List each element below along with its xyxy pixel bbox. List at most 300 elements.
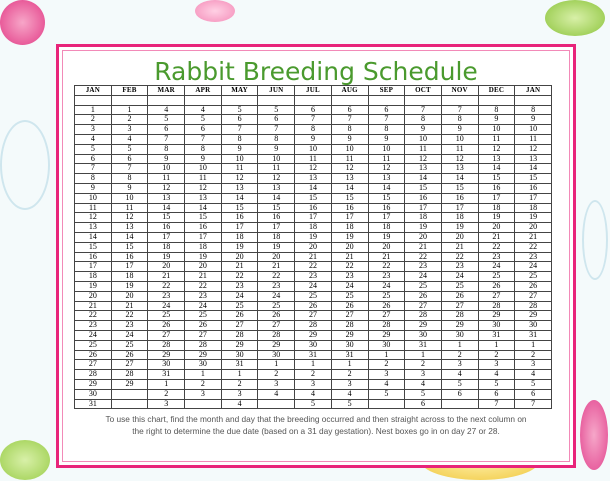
table-cell: 6 — [441, 389, 478, 399]
table-cell: 19 — [111, 281, 148, 291]
table-cell: 7 — [75, 164, 112, 174]
table-cell — [185, 399, 222, 409]
table-cell: 13 — [368, 174, 405, 184]
table-cell: 6 — [185, 125, 222, 135]
table-cell: 29 — [515, 311, 552, 321]
table-cell: 20 — [185, 262, 222, 272]
table-row — [75, 389, 552, 399]
table-cell: 28 — [368, 321, 405, 331]
table-cell: 8 — [111, 174, 148, 184]
table-cell: 21 — [405, 242, 442, 252]
table-cell: 10 — [515, 125, 552, 135]
table-cell — [441, 399, 478, 409]
table-cell: 20 — [148, 262, 185, 272]
table-cell: 27 — [185, 330, 222, 340]
table-cell: 23 — [111, 321, 148, 331]
table-cell: 3 — [331, 379, 368, 389]
table-cell: 9 — [185, 154, 222, 164]
column-header: MAR — [148, 86, 185, 96]
instructions-note — [55, 413, 577, 437]
table-cell: 15 — [75, 242, 112, 252]
table-cell: 21 — [441, 242, 478, 252]
table-cell: 9 — [258, 144, 295, 154]
table-cell: 3 — [148, 399, 185, 409]
table-cell: 6 — [221, 115, 258, 125]
table-cell: 30 — [295, 340, 332, 350]
table-cell: 4 — [148, 105, 185, 115]
table-cell: 2 — [75, 115, 112, 125]
table-cell: 10 — [295, 144, 332, 154]
table-cell: 15 — [368, 193, 405, 203]
table-cell: 29 — [221, 340, 258, 350]
table-cell: 30 — [368, 340, 405, 350]
table-cell: 30 — [75, 389, 112, 399]
table-cell: 23 — [441, 262, 478, 272]
column-header: SEP — [368, 86, 405, 96]
table-cell: 11 — [75, 203, 112, 213]
table-cell: 22 — [405, 252, 442, 262]
leaf-icon — [0, 440, 50, 480]
table-cell: 29 — [258, 340, 295, 350]
table-cell: 18 — [221, 232, 258, 242]
table-cell: 7 — [148, 134, 185, 144]
table-cell: 4 — [111, 134, 148, 144]
table-cell: 28 — [185, 340, 222, 350]
table-cell: 21 — [258, 262, 295, 272]
table-row — [75, 252, 552, 262]
column-header: JUL — [295, 86, 332, 96]
table-cell: 15 — [478, 174, 515, 184]
table-cell: 18 — [258, 232, 295, 242]
table-cell: 26 — [148, 321, 185, 331]
table-cell: 23 — [515, 252, 552, 262]
table-cell: 26 — [221, 311, 258, 321]
table-cell: 16 — [295, 203, 332, 213]
table-cell: 10 — [258, 154, 295, 164]
table-cell: 24 — [405, 272, 442, 282]
table-cell: 22 — [331, 262, 368, 272]
table-cell — [441, 95, 478, 105]
table-cell: 5 — [185, 115, 222, 125]
table-cell: 12 — [368, 164, 405, 174]
table-cell: 9 — [368, 134, 405, 144]
table-cell: 24 — [75, 330, 112, 340]
table-cell: 28 — [75, 370, 112, 380]
table-cell: 15 — [331, 193, 368, 203]
table-row — [75, 272, 552, 282]
table-cell: 11 — [148, 174, 185, 184]
table-cell — [368, 95, 405, 105]
table-cell: 11 — [185, 174, 222, 184]
table-cell — [368, 399, 405, 409]
table-cell — [75, 95, 112, 105]
table-row — [75, 164, 552, 174]
table-cell: 24 — [441, 272, 478, 282]
table-cell: 23 — [258, 281, 295, 291]
table-cell: 2 — [405, 360, 442, 370]
table-cell: 10 — [111, 193, 148, 203]
table-cell: 15 — [111, 242, 148, 252]
table-cell: 9 — [295, 134, 332, 144]
table-cell: 23 — [331, 272, 368, 282]
table-row — [75, 154, 552, 164]
table-cell — [148, 95, 185, 105]
table-cell: 10 — [75, 193, 112, 203]
table-cell: 10 — [478, 125, 515, 135]
table-cell: 27 — [258, 321, 295, 331]
table-row — [75, 399, 552, 409]
instructions-line: To use this chart, find the month and day that the breeding occurred and then straight across to the next column on — [105, 414, 527, 424]
table-cell: 12 — [405, 154, 442, 164]
table-cell: 5 — [75, 144, 112, 154]
table-cell: 20 — [295, 242, 332, 252]
table-cell: 18 — [405, 213, 442, 223]
table-cell: 30 — [331, 340, 368, 350]
table-cell: 17 — [295, 213, 332, 223]
table-row — [75, 379, 552, 389]
table-cell: 4 — [221, 399, 258, 409]
table-cell: 29 — [75, 379, 112, 389]
table-cell: 12 — [295, 164, 332, 174]
table-cell: 23 — [148, 291, 185, 301]
table-cell: 4 — [331, 389, 368, 399]
table-cell: 17 — [75, 262, 112, 272]
table-cell: 17 — [478, 193, 515, 203]
table-cell: 27 — [478, 291, 515, 301]
table-cell: 27 — [368, 311, 405, 321]
table-cell: 10 — [185, 164, 222, 174]
table-cell: 18 — [478, 203, 515, 213]
table-cell: 25 — [75, 340, 112, 350]
breeding-table — [74, 85, 552, 409]
table-cell: 9 — [515, 115, 552, 125]
table-cell: 20 — [221, 252, 258, 262]
table-cell: 28 — [221, 330, 258, 340]
table-cell: 5 — [331, 399, 368, 409]
table-cell: 14 — [478, 164, 515, 174]
table-cell: 1 — [258, 360, 295, 370]
table-cell: 3 — [478, 360, 515, 370]
blank-row — [75, 95, 552, 105]
table-cell: 25 — [478, 272, 515, 282]
table-cell: 18 — [331, 223, 368, 233]
flower-icon — [195, 0, 235, 22]
table-cell: 29 — [148, 350, 185, 360]
table-cell: 16 — [515, 183, 552, 193]
table-cell: 13 — [111, 223, 148, 233]
table-cell: 6 — [75, 154, 112, 164]
table-cell: 8 — [441, 115, 478, 125]
table-cell: 14 — [331, 183, 368, 193]
table-cell: 8 — [515, 105, 552, 115]
table-cell: 25 — [148, 311, 185, 321]
table-cell: 8 — [75, 174, 112, 184]
table-cell: 19 — [221, 242, 258, 252]
table-cell — [331, 95, 368, 105]
table-cell: 5 — [515, 379, 552, 389]
table-cell: 2 — [478, 350, 515, 360]
table-cell: 8 — [148, 144, 185, 154]
table-cell: 2 — [221, 379, 258, 389]
table-row — [75, 144, 552, 154]
table-cell: 21 — [111, 301, 148, 311]
table-cell: 24 — [478, 262, 515, 272]
table-cell: 9 — [75, 183, 112, 193]
table-cell: 2 — [368, 360, 405, 370]
table-cell: 18 — [148, 242, 185, 252]
table-cell — [478, 95, 515, 105]
table-cell: 21 — [185, 272, 222, 282]
table-cell: 17 — [111, 262, 148, 272]
table-row — [75, 203, 552, 213]
table-cell: 23 — [221, 281, 258, 291]
table-cell: 21 — [331, 252, 368, 262]
table-cell: 22 — [221, 272, 258, 282]
table-cell: 19 — [185, 252, 222, 262]
table-cell: 24 — [148, 301, 185, 311]
table-cell: 30 — [478, 321, 515, 331]
table-row — [75, 311, 552, 321]
table-cell: 1 — [111, 105, 148, 115]
table-cell: 28 — [331, 321, 368, 331]
table-cell: 20 — [405, 232, 442, 242]
table-cell: 23 — [405, 262, 442, 272]
table-cell: 5 — [148, 115, 185, 125]
table-cell: 18 — [368, 223, 405, 233]
table-cell: 24 — [295, 281, 332, 291]
table-cell: 22 — [75, 311, 112, 321]
table-cell: 28 — [515, 301, 552, 311]
table-row — [75, 115, 552, 125]
table-cell: 6 — [368, 105, 405, 115]
table-cell: 27 — [148, 330, 185, 340]
table-row — [75, 105, 552, 115]
table-cell: 27 — [111, 360, 148, 370]
table-cell: 24 — [185, 301, 222, 311]
table-cell: 6 — [405, 399, 442, 409]
flower-icon — [580, 400, 608, 470]
column-header: JAN — [515, 86, 552, 96]
table-cell: 30 — [258, 350, 295, 360]
table-cell: 22 — [258, 272, 295, 282]
table-cell: 13 — [405, 164, 442, 174]
table-cell: 17 — [221, 223, 258, 233]
table-row — [75, 262, 552, 272]
table-cell: 15 — [441, 183, 478, 193]
swirl-decoration — [0, 120, 50, 210]
table-row — [75, 340, 552, 350]
table-row — [75, 193, 552, 203]
table-cell: 28 — [405, 311, 442, 321]
table-cell: 3 — [185, 389, 222, 399]
table-cell: 25 — [258, 301, 295, 311]
table-cell: 12 — [111, 213, 148, 223]
table-cell: 20 — [368, 242, 405, 252]
table-cell: 7 — [515, 399, 552, 409]
table-cell: 20 — [258, 252, 295, 262]
table-row — [75, 370, 552, 380]
table-cell: 30 — [185, 360, 222, 370]
column-header: JAN — [75, 86, 112, 96]
table-cell: 3 — [75, 125, 112, 135]
table-cell: 20 — [75, 291, 112, 301]
table-cell: 13 — [515, 154, 552, 164]
table-cell: 16 — [185, 223, 222, 233]
table-cell — [515, 95, 552, 105]
table-cell: 16 — [258, 213, 295, 223]
table-cell: 29 — [478, 311, 515, 321]
table-cell: 5 — [441, 379, 478, 389]
table-cell: 2 — [258, 370, 295, 380]
table-cell: 22 — [295, 262, 332, 272]
table-cell: 25 — [331, 291, 368, 301]
table-cell: 22 — [368, 262, 405, 272]
table-cell — [258, 399, 295, 409]
table-cell: 22 — [148, 281, 185, 291]
table-cell: 6 — [515, 389, 552, 399]
table-cell: 7 — [405, 105, 442, 115]
table-cell: 31 — [148, 370, 185, 380]
table-cell: 31 — [515, 330, 552, 340]
table-cell: 14 — [441, 174, 478, 184]
table-cell: 17 — [148, 232, 185, 242]
table-cell: 18 — [185, 242, 222, 252]
table-cell: 24 — [258, 291, 295, 301]
table-cell: 16 — [368, 203, 405, 213]
table-cell: 13 — [258, 183, 295, 193]
table-cell: 19 — [258, 242, 295, 252]
table-cell: 18 — [441, 213, 478, 223]
table-cell: 15 — [258, 203, 295, 213]
table-cell: 6 — [148, 125, 185, 135]
table-cell: 26 — [515, 281, 552, 291]
table-cell: 4 — [441, 370, 478, 380]
table-cell: 14 — [75, 232, 112, 242]
table-row — [75, 223, 552, 233]
table-cell: 2 — [515, 350, 552, 360]
table-cell: 9 — [221, 144, 258, 154]
table-cell: 21 — [515, 232, 552, 242]
table-cell: 19 — [515, 213, 552, 223]
table-cell: 19 — [478, 213, 515, 223]
table-cell: 8 — [368, 125, 405, 135]
table-cell: 15 — [221, 203, 258, 213]
table-cell: 28 — [295, 321, 332, 331]
table-cell: 21 — [478, 232, 515, 242]
table-row — [75, 134, 552, 144]
column-header: JUN — [258, 86, 295, 96]
table-cell: 1 — [441, 340, 478, 350]
table-cell: 17 — [515, 193, 552, 203]
table-cell: 30 — [441, 330, 478, 340]
table-cell: 13 — [148, 193, 185, 203]
table-cell: 13 — [295, 174, 332, 184]
table-cell: 23 — [295, 272, 332, 282]
table-cell: 10 — [148, 164, 185, 174]
table-cell: 5 — [111, 144, 148, 154]
table-cell: 16 — [405, 193, 442, 203]
table-cell: 12 — [331, 164, 368, 174]
table-cell: 31 — [221, 360, 258, 370]
table-cell: 28 — [441, 311, 478, 321]
table-cell — [111, 95, 148, 105]
table-cell: 20 — [441, 232, 478, 242]
table-cell: 4 — [185, 105, 222, 115]
table-cell: 24 — [368, 281, 405, 291]
table-cell: 25 — [185, 311, 222, 321]
table-cell: 29 — [295, 330, 332, 340]
table-cell: 18 — [295, 223, 332, 233]
table-cell: 25 — [405, 281, 442, 291]
table-cell: 14 — [111, 232, 148, 242]
table-row — [75, 330, 552, 340]
column-header: FEB — [111, 86, 148, 96]
table-cell: 27 — [295, 311, 332, 321]
table-cell: 1 — [221, 370, 258, 380]
table-cell: 1 — [75, 105, 112, 115]
table-row — [75, 183, 552, 193]
table-cell: 12 — [148, 183, 185, 193]
table-cell: 1 — [368, 350, 405, 360]
table-cell: 19 — [148, 252, 185, 262]
table-cell: 27 — [405, 301, 442, 311]
table-cell: 7 — [478, 399, 515, 409]
table-cell: 29 — [111, 379, 148, 389]
flower-icon — [0, 0, 45, 45]
table-cell: 12 — [441, 154, 478, 164]
table-cell: 13 — [331, 174, 368, 184]
table-cell: 27 — [75, 360, 112, 370]
table-cell: 4 — [515, 370, 552, 380]
table-cell: 16 — [331, 203, 368, 213]
table-cell: 27 — [515, 291, 552, 301]
table-cell: 12 — [185, 183, 222, 193]
table-cell: 3 — [258, 379, 295, 389]
table-row — [75, 350, 552, 360]
table-cell: 29 — [368, 330, 405, 340]
table-cell: 3 — [111, 125, 148, 135]
column-header: NOV — [441, 86, 478, 96]
table-cell: 15 — [515, 174, 552, 184]
table-cell: 2 — [111, 115, 148, 125]
table-cell: 23 — [478, 252, 515, 262]
table-cell: 1 — [478, 340, 515, 350]
table-cell: 16 — [75, 252, 112, 262]
table-cell: 17 — [185, 232, 222, 242]
table-cell: 22 — [185, 281, 222, 291]
table-cell: 7 — [441, 105, 478, 115]
column-header: OCT — [405, 86, 442, 96]
table-cell: 8 — [295, 125, 332, 135]
table-cell: 6 — [295, 105, 332, 115]
table-cell: 20 — [515, 223, 552, 233]
table-cell: 29 — [331, 330, 368, 340]
table-cell: 15 — [295, 193, 332, 203]
table-cell: 14 — [515, 164, 552, 174]
table-row — [75, 242, 552, 252]
table-cell: 27 — [441, 301, 478, 311]
table-cell: 6 — [331, 105, 368, 115]
table-cell: 12 — [258, 174, 295, 184]
table-cell: 24 — [111, 330, 148, 340]
table-cell: 25 — [111, 340, 148, 350]
table-cell: 10 — [405, 134, 442, 144]
table-cell: 26 — [75, 350, 112, 360]
table-cell: 19 — [331, 232, 368, 242]
table-cell: 17 — [368, 213, 405, 223]
table-cell: 15 — [185, 213, 222, 223]
table-cell: 16 — [478, 183, 515, 193]
